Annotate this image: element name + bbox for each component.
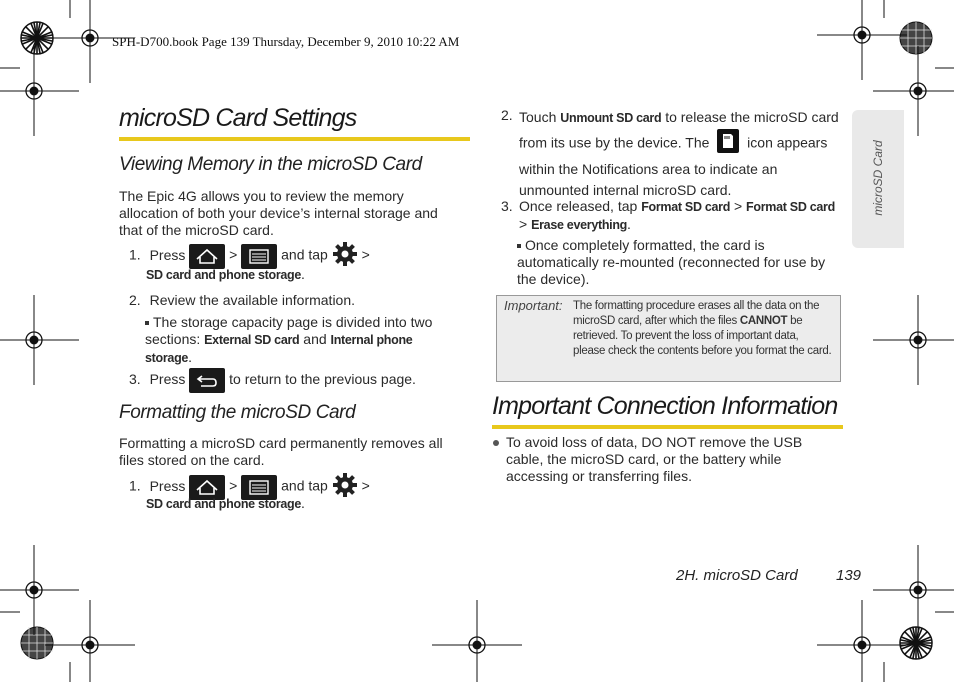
viewing-step-2 (129, 292, 355, 309)
note-text: The formatting procedure erases all the data on the microSD card, after which the files (573, 300, 820, 327)
bullet-icon (145, 321, 149, 325)
step-number: 3. (129, 371, 141, 388)
print-target-icon (817, 0, 907, 80)
separator: > (361, 477, 370, 494)
viewing-heading: Viewing Memory in the microSD Card (119, 154, 422, 175)
formatting-step-1-target (146, 495, 305, 513)
back-icon (189, 368, 225, 393)
period: . (301, 266, 305, 282)
connection-bullet (493, 434, 823, 485)
bold-term: Unmount SD card (560, 111, 662, 125)
sd-card-icon (717, 129, 739, 159)
connection-rule (492, 425, 843, 429)
bold-term: SD card and phone storage (146, 268, 302, 282)
step-number: 2. (501, 107, 513, 123)
bold-term: Format SD card (641, 200, 731, 214)
title-rule (119, 137, 470, 141)
bold-term: CANNOT (739, 315, 788, 327)
settings-icon (332, 241, 358, 271)
bold-term: Format SD card (746, 200, 835, 214)
print-header: SPH-D700.book Page 139 Thursday, December 9, 2010 10:22 AM (112, 34, 460, 49)
and-tap-label: and tap (281, 477, 328, 494)
important-text (573, 299, 833, 359)
registration-mark-icon (900, 22, 932, 54)
separator: > (519, 216, 532, 232)
page-title: microSD Card Settings (119, 104, 357, 132)
print-target-icon (817, 600, 907, 682)
bold-term: Internal phone storage (145, 333, 413, 365)
step-text: Review the available information. (149, 292, 356, 308)
connection-title: Important Connection Information (492, 392, 838, 420)
registration-mark-icon (21, 627, 53, 659)
page-number: 139 (836, 567, 862, 584)
bold-term: Erase everything (531, 218, 628, 232)
print-target-icon (45, 600, 135, 682)
bold-term: SD card and phone storage (146, 497, 302, 511)
separator: > (361, 246, 370, 263)
bullet-icon (517, 244, 521, 248)
note-text: be retrieved. To prevent the loss of important data, please check the contents before you format the card. (573, 315, 832, 357)
bullet-text: and (299, 331, 331, 347)
registration-mark-icon (900, 627, 932, 659)
print-target-icon (0, 46, 79, 136)
press-label: Press (149, 246, 186, 263)
press-label: Press (149, 371, 186, 388)
step-number: 1. (129, 246, 141, 263)
bullet-icon (493, 440, 499, 446)
print-target-icon (0, 295, 79, 385)
period: . (301, 495, 305, 511)
bold-term: External SD card (204, 333, 300, 347)
step-number: 3. (501, 198, 513, 214)
right-bullet (517, 237, 842, 288)
separator: > (229, 246, 238, 263)
period: . (188, 349, 192, 365)
separator: > (730, 198, 747, 214)
print-target-icon (873, 545, 954, 635)
important-label: Important: (504, 298, 563, 313)
period: . (627, 216, 631, 232)
print-target-icon (873, 295, 954, 385)
step-text: Touch (519, 109, 561, 125)
viewing-intro: The Epic 4G allows you to review the memory allocation of both your device’s internal storage and that of the microSD card. (119, 188, 438, 238)
bullet-text: Once completely formatted, the card is automatically re-mounted (reconnected for use by the device). (517, 237, 826, 287)
right-step-3 (501, 198, 513, 215)
print-target-icon (0, 545, 79, 635)
formatting-intro: Formatting a microSD card permanently removes all files stored on the card. (119, 435, 443, 468)
bullet-text: The storage capacity page is divided into two sections: (145, 314, 433, 347)
footer-section: 2H. microSD Card (676, 567, 798, 584)
viewing-step-1-target (146, 266, 305, 284)
home-icon (189, 244, 225, 269)
separator: > (229, 477, 238, 494)
step-number: 2. (129, 292, 141, 308)
formatting-heading: Formatting the microSD Card (119, 402, 356, 423)
step-text: to return to the previous page. (229, 371, 416, 388)
viewing-step-3 (129, 368, 416, 393)
step-text: icon appears within the Notifications area to indicate an unmounted internal microSD card. (519, 134, 828, 198)
side-tab-label: microSD Card (871, 140, 885, 216)
viewing-bullet (145, 314, 455, 367)
step-text: Once released, tap (519, 198, 642, 214)
press-label: Press (149, 477, 186, 494)
step-number: 1. (129, 477, 141, 494)
right-step-2-text (519, 107, 841, 201)
menu-icon (241, 244, 277, 269)
bullet-text: To avoid loss of data, DO NOT remove the USB cable, the microSD card, or the battery while accessing or transferring files. (506, 434, 803, 484)
print-target-icon (432, 600, 522, 682)
right-step-3-text (519, 198, 841, 234)
and-tap-label: and tap (281, 246, 328, 263)
step-text: to release the microSD card from its use by the device. The (519, 109, 839, 151)
settings-icon (332, 472, 358, 502)
